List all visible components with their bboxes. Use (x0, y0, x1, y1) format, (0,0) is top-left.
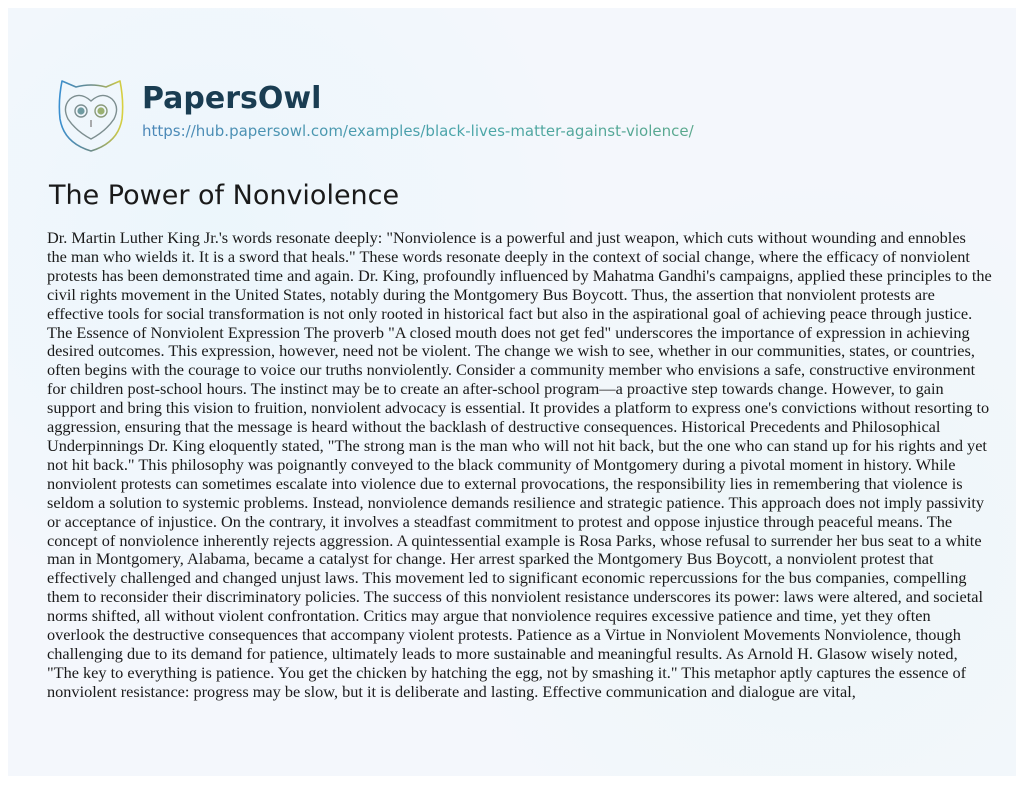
body-line: man in Montgomery, Alabama, became a catalyst for change. Her arrest sparked the Montgomery Bus Boycott, a nonviolent protest that (47, 549, 934, 569)
article-body (47, 229, 997, 702)
body-line: nonviolent protests can sometimes escalate into violence due to external provocations, the responsibility lies in remembering that violence is (47, 473, 963, 493)
site-header (50, 68, 694, 160)
article-title: The Power of Nonviolence (49, 180, 400, 211)
body-line: seldom a solution to systemic problems. Instead, nonviolence demands resilience and strategic patience. This approach does not imply passivity (47, 492, 985, 512)
body-line: support and bring this vision to fruition, nonviolent advocacy is essential. It provides a platform to express one's convictions without resorting to (47, 398, 990, 418)
owl-icon (50, 71, 132, 157)
brand (142, 81, 694, 141)
body-line: effective tools for social transformation is not only rooted in historical fact but also in the aspirational goal of achieving peace through justice. (47, 303, 973, 323)
body-line: desired outcomes. This expression, however, need not be violent. The change we wish to see, whether in our communities, states, or countries, (47, 341, 975, 361)
body-line: civil rights movement in the United States, notably during the Montgomery Bus Boycott. Thus, the assertion that nonviolent protests are (47, 284, 935, 304)
body-line: them to reconsider their discriminatory policies. The success of this nonviolent resistance underscores its power: laws were altered, and societal (47, 587, 984, 607)
body-line: Underpinnings Dr. King eloquently stated, "The strong man is the man who will not hit back, but the one who can stand up for his rights and yet (47, 435, 987, 455)
body-line: "The key to everything is patience. You get the chicken by hatching the egg, not by smashing it." This metaphor aptly captures the essence of (47, 662, 967, 682)
body-line: often begins with the courage to voice our truths nonviolently. Consider a community member who envisions a safe, constructive environment (47, 360, 976, 380)
body-line: norms shifted, all without violent confrontation. Critics may argue that nonviolence requires excessive patience and time, yet they often (47, 606, 931, 626)
body-line: or acceptance of injustice. On the contrary, it involves a steadfast commitment to protest and oppose injustice through peaceful means. The (47, 511, 953, 531)
body-line: The Essence of Nonviolent Expression The proverb "A closed mouth does not get fed" underscores the importance of expression in achieving (47, 322, 970, 342)
body-line: aggression, ensuring that the message is heard without the backlash of destructive consequences. Historical Precedents and Philosophical (47, 417, 941, 437)
body-line: for children post-school hours. The instinct may be to create an after-school program—a proactive step towards change. However, to gain (47, 379, 944, 399)
page-card (8, 8, 1016, 776)
body-line: overlook the destructive consequences that accompany violent protests. Patience as a Virtue in Nonviolent Movements Nonviolence, though (47, 625, 961, 645)
body-line: Dr. Martin Luther King Jr.'s words resonate deeply: "Nonviolence is a powerful and just weapon, which cuts without wounding and ennobles (47, 228, 966, 247)
body-line: concept of nonviolence inherently rejects aggression. A quintessential example is Rosa Parks, whose refusal to surrender her bus seat to a white (47, 530, 982, 550)
brand-name[interactable]: PapersOwl (142, 81, 322, 116)
body-line: challenging due to its demand for patience, ultimately leads to more sustainable and meaningful results. As Arnold H. Glasow wisely noted, (47, 643, 958, 663)
body-line: effectively challenged and changed unjust laws. This movement led to significant economic repercussions for the bus companies, compelling (47, 568, 967, 588)
source-url-link[interactable]: https://hub.papersowl.com/examples/black-lives-matter-against-violence/ (142, 122, 694, 140)
body-line: nonviolent resistance: progress may be slow, but it is deliberate and lasting. Effective communication and dialogue are vital, (47, 681, 856, 701)
body-line: not hit back." This philosophy was poignantly conveyed to the black community of Montgomery during a pivotal moment in history. While (47, 454, 956, 474)
body-line: the man who wields it. It is a sword that heals." These words resonate deeply in the context of social change, where the efficacy of nonviolent (47, 246, 970, 266)
body-line: protests has been demonstrated time and again. Dr. King, profoundly influenced by Mahatma Gandhi's campaigns, applied these principles to the (47, 265, 992, 285)
